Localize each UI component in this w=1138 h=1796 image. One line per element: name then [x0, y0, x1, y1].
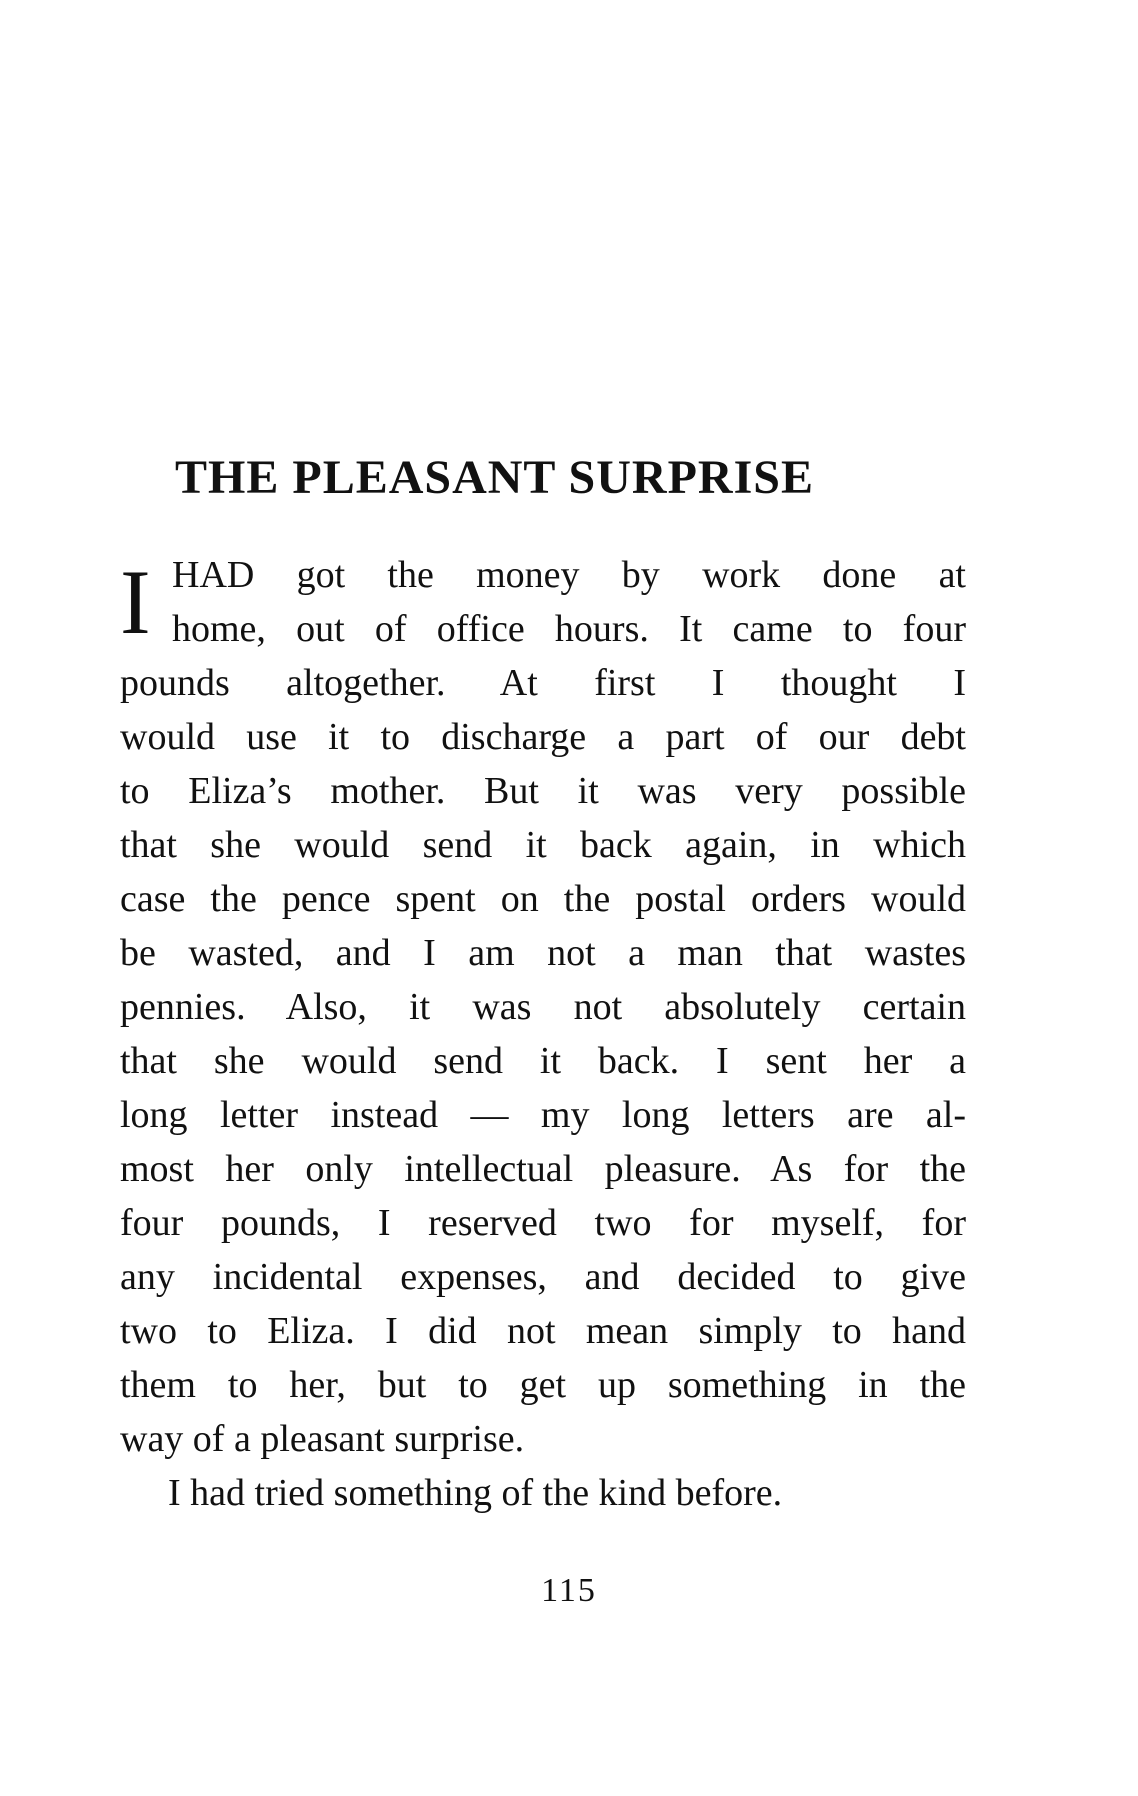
- text-line: home, out of office hours. It came to four: [172, 608, 966, 650]
- text-line: would use it to discharge a part of our debt: [120, 716, 966, 758]
- text-line: long letter instead — my long letters are al-: [120, 1094, 966, 1136]
- page-number: 115: [541, 1572, 597, 1609]
- text-line: two to Eliza. I did not mean simply to hand: [120, 1310, 966, 1352]
- text-line: most her only intellectual pleasure. As for the: [120, 1148, 966, 1190]
- text-line: I had tried something of the kind before.: [168, 1472, 783, 1514]
- text-line: that she would send it back. I sent her a: [120, 1040, 966, 1082]
- text-line: way of a pleasant surprise.: [120, 1418, 525, 1460]
- text-line: any incidental expenses, and decided to give: [120, 1256, 966, 1298]
- text-line: that she would send it back again, in which: [120, 824, 966, 866]
- text-line: HAD got the money by work done at: [172, 554, 966, 596]
- text-line: them to her, but to get up something in the: [120, 1364, 966, 1406]
- text-line: pennies. Also, it was not absolutely certain: [120, 986, 966, 1028]
- drop-cap: I: [120, 551, 151, 653]
- text-line: pounds altogether. At first I thought I: [120, 662, 966, 704]
- text-line: four pounds, I reserved two for myself, for: [120, 1202, 966, 1244]
- chapter-title: THE PLEASANT SURPRISE: [175, 451, 814, 504]
- text-line: to Eliza’s mother. But it was very possible: [120, 770, 966, 812]
- text-line: case the pence spent on the postal orders would: [120, 878, 966, 920]
- text-line: be wasted, and I am not a man that wastes: [120, 932, 966, 974]
- chapter-body: [120, 548, 966, 1520]
